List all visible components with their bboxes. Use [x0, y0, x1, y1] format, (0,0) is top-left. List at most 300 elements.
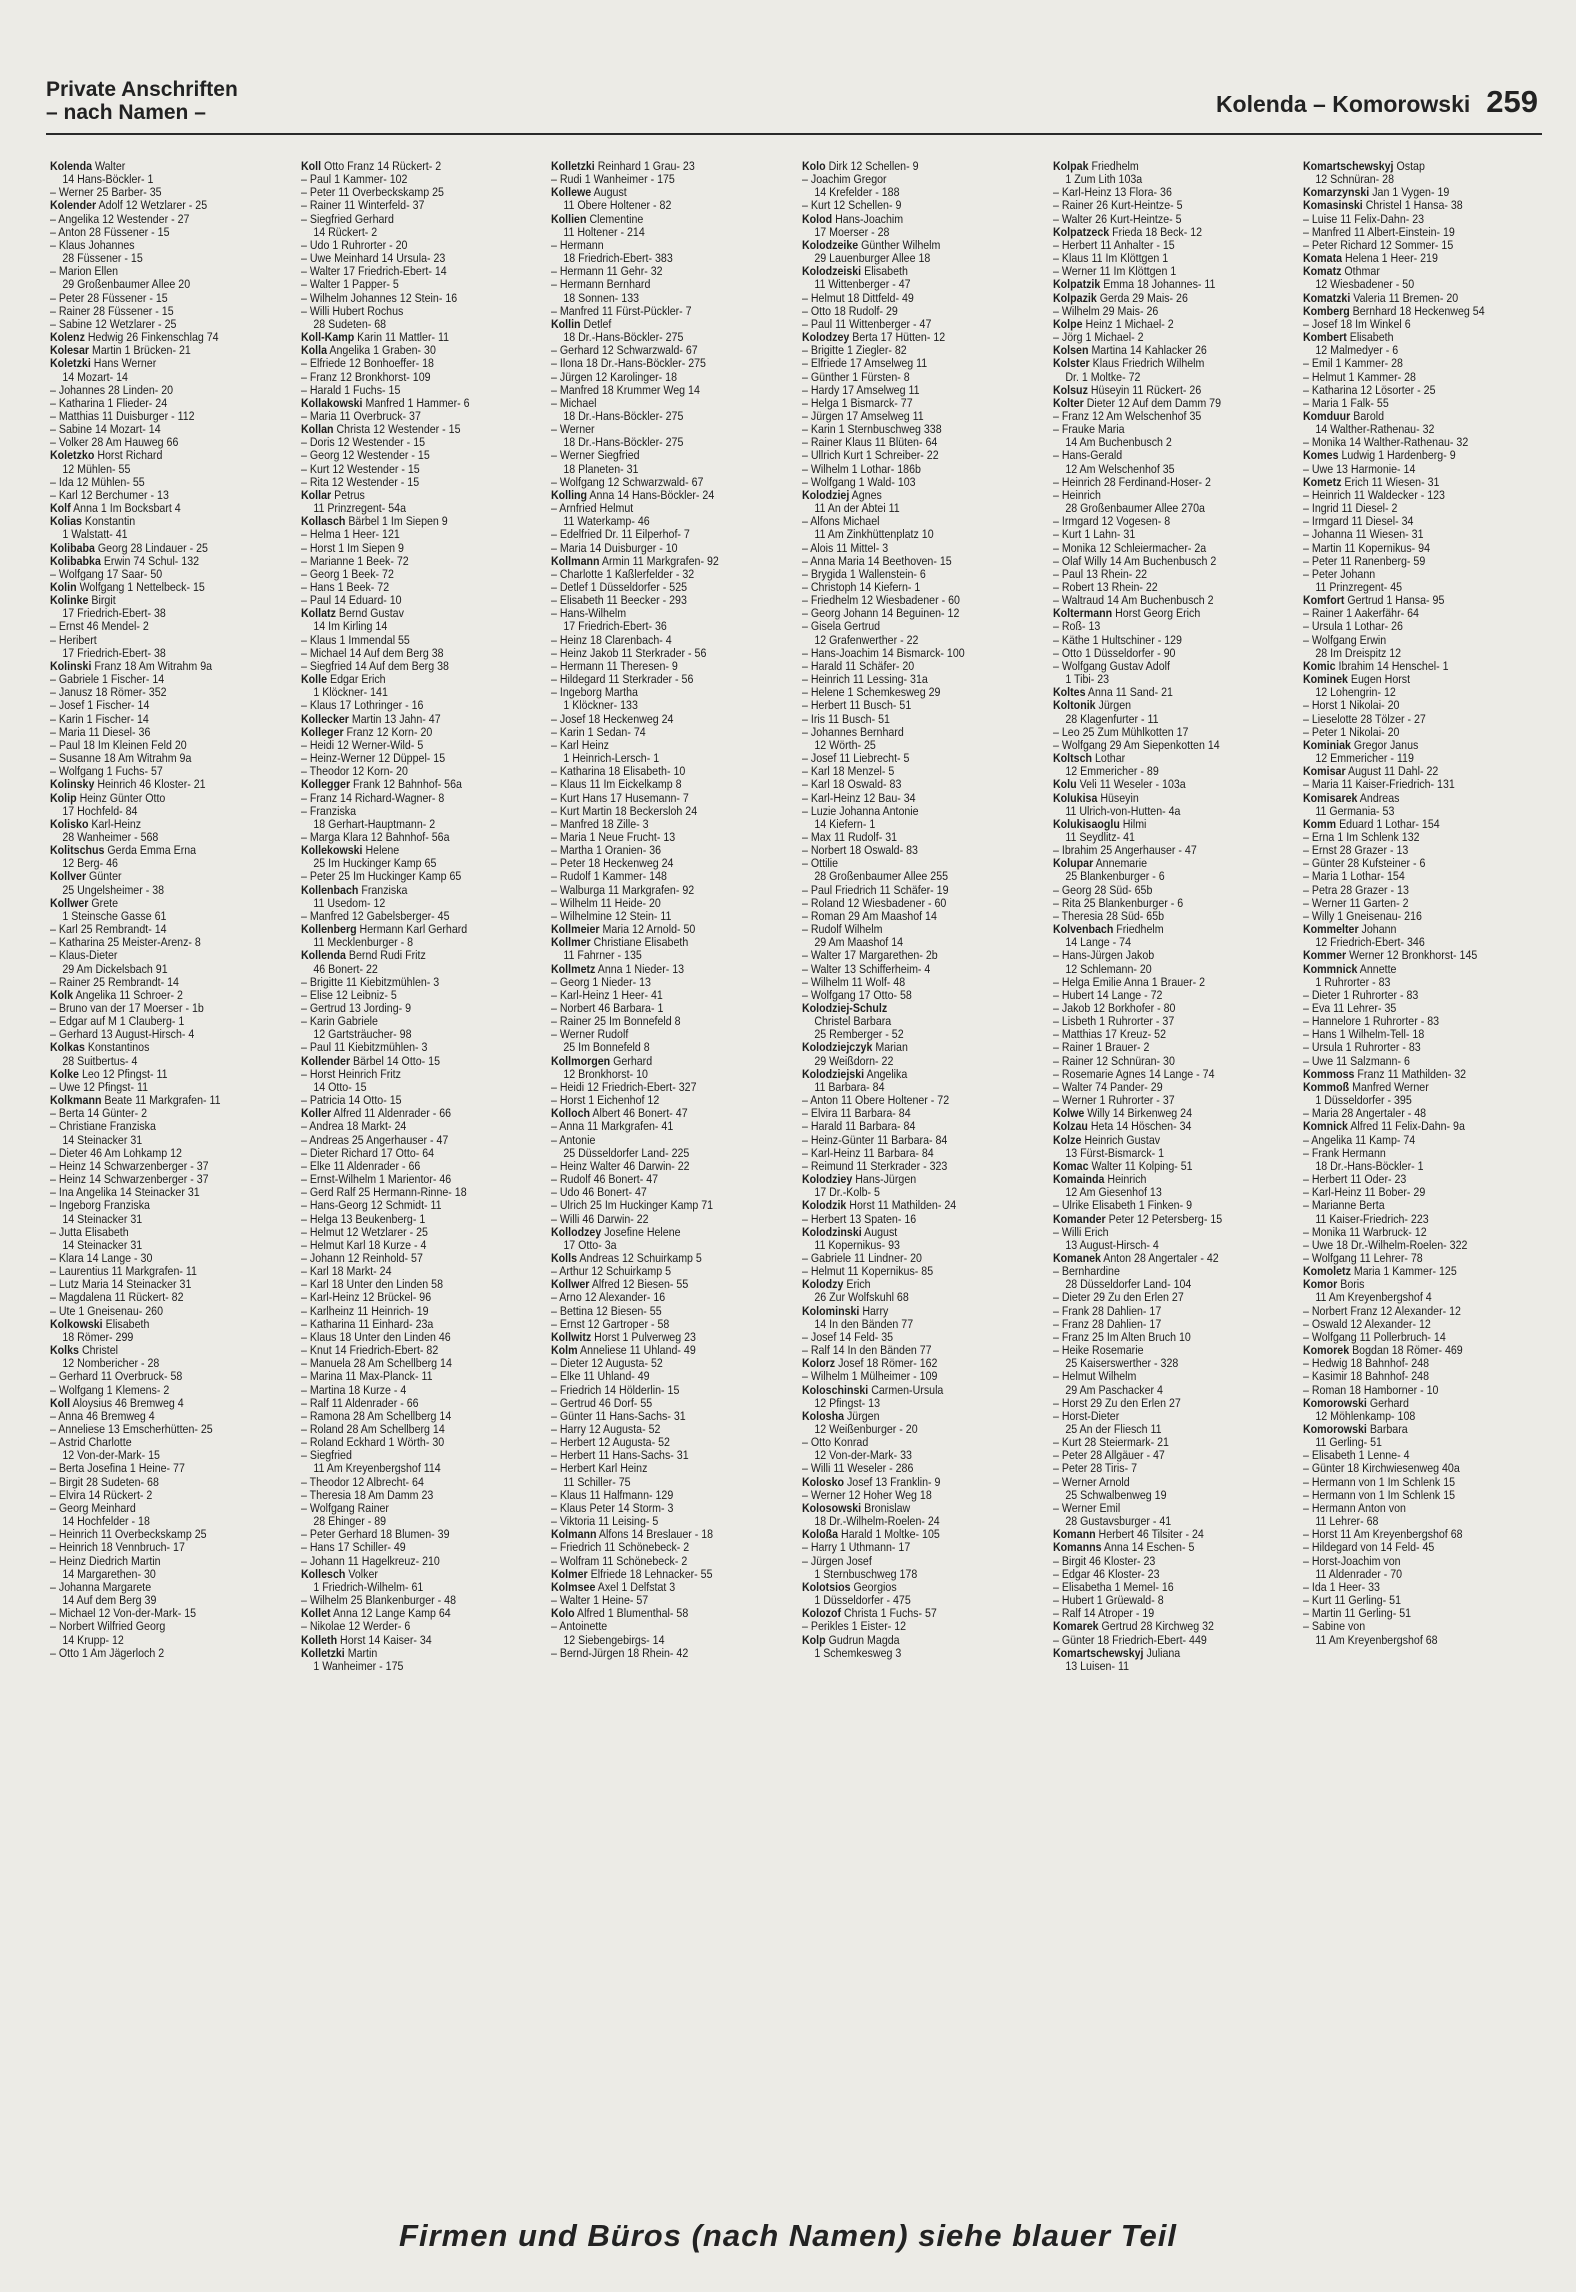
- directory-entry: Komm Eduard 1 Lothar- 154: [1303, 816, 1441, 831]
- directory-entry: – Brigitte 1 Ziegler- 82: [802, 343, 907, 358]
- directory-entry: Kolisko Karl-Heinz: [50, 816, 142, 831]
- name-range: Kolenda – Komorowski: [1215, 91, 1471, 117]
- directory-entry: Komanek Anton 28 Angertaler - 42: [1052, 1250, 1219, 1265]
- directory-entry: – Harry 12 Augusta- 52: [551, 1422, 661, 1436]
- directory-entry: Kominiak Gregor Janus: [1303, 737, 1419, 752]
- directory-entry: Kominek Eugen Horst: [1303, 672, 1411, 687]
- directory-entry: – Ullrich Kurt 1 Schreiber- 22: [802, 448, 939, 463]
- directory-entry: Kolenz Hedwig 26 Finkenschlag 74: [50, 330, 219, 345]
- directory-entry: – Jakob 12 Borkhofer - 80: [1052, 1001, 1176, 1015]
- directory-entry: – Rudolf Wilhelm: [802, 922, 883, 937]
- directory-entry: – Manuela 28 Am Schellberg 14: [300, 1356, 452, 1371]
- directory-entry: Kometz Erich 11 Wiesen- 31: [1303, 474, 1440, 489]
- directory-entry: – Heinz 18 Clarenbach- 4: [551, 632, 673, 647]
- directory-entry: 1 Heinrich-Lersch- 1: [563, 751, 660, 766]
- directory-entry: 11 Germania- 53: [1315, 803, 1395, 818]
- directory-entry: – Karl-Heinz 11 Bober- 29: [1303, 1185, 1426, 1200]
- directory-entry: – Walter 17 Margarethen- 2b: [802, 948, 938, 963]
- directory-entry: – Anna 11 Markgrafen- 41: [551, 1119, 674, 1134]
- directory-entry: – Wolfgang 1 Wald- 103: [802, 474, 916, 489]
- directory-entry: – Werner 1 Ruhrorter - 37: [1052, 1093, 1175, 1108]
- directory-entry: 11 Kaiser-Friedrich- 223: [1315, 1211, 1430, 1226]
- directory-entry: – Kurt 12 Schellen- 9: [802, 198, 902, 213]
- directory-entry: Kolender Adolf 12 Wetzlarer - 25: [50, 198, 208, 213]
- directory-entry: – Ute 1 Gneisenau- 260: [50, 1303, 164, 1318]
- directory-entry: 18 Dr.-Hans-Böckler- 1: [1315, 1158, 1424, 1173]
- directory-entry: Kolotsios Georgios: [802, 1579, 897, 1594]
- directory-entry: Kolodzinski August: [802, 1224, 898, 1239]
- directory-entry: – Ursula 1 Ruhrorter - 83: [1303, 1040, 1422, 1055]
- directory-column-3: [551, 160, 768, 1673]
- directory-entry: 12 Lohengrin- 12: [1315, 685, 1397, 700]
- directory-columns: [50, 160, 1550, 1673]
- directory-entry: – Viktoria 11 Leising- 5: [551, 1514, 659, 1529]
- directory-entry: – Hans-Wilhelm: [551, 606, 627, 621]
- directory-entry: 28 Füssener - 15: [62, 251, 143, 266]
- directory-entry: – Wolfgang 1 Klemens- 2: [50, 1382, 170, 1397]
- directory-entry: – Hermann 11 Gehr- 32: [551, 264, 663, 279]
- directory-entry: 1 Walstatt- 41: [62, 527, 128, 542]
- directory-entry: – Ernst 28 Grazer - 13: [1303, 843, 1409, 858]
- directory-entry: 25 Im Huckinger Kamp 65: [312, 856, 437, 871]
- directory-entry: – Helmut 12 Wetzlarer - 25: [300, 1224, 428, 1239]
- directory-entry: 11 Seydlitz- 41: [1065, 829, 1135, 844]
- directory-entry: Kollekowski Helene: [300, 843, 399, 858]
- directory-entry: Kolosha Jürgen: [802, 1408, 880, 1423]
- directory-entry: – Frank Hermann: [1303, 1145, 1387, 1160]
- directory-entry: Kolodziejczyk Marian: [802, 1040, 908, 1055]
- directory-entry: Kolkas Konstantinos: [50, 1040, 150, 1055]
- directory-entry: 14 In den Bänden 77: [814, 1316, 914, 1331]
- directory-entry: – Roland 12 Wiesbadener - 60: [802, 895, 947, 910]
- directory-entry: – Helga 1 Bismarck- 77: [802, 395, 913, 410]
- directory-entry: Kolle Edgar Erich: [300, 672, 386, 687]
- directory-entry: – Edgar auf M 1 Clauberg- 1: [50, 1014, 185, 1029]
- directory-entry: – Katharina 18 Elisabeth- 10: [551, 764, 686, 779]
- directory-entry: Koltsch Lothar: [1052, 751, 1125, 766]
- directory-entry: – Berta 14 Günter- 2: [50, 1106, 148, 1121]
- directory-entry: – Maria 1 Lothar- 154: [1303, 869, 1406, 884]
- directory-entry: Komartschewskyj Juliana: [1052, 1645, 1180, 1660]
- directory-entry: – Wilhelm 25 Blankenburger - 48: [300, 1593, 456, 1608]
- directory-entry: 1 Klöckner- 133: [563, 698, 639, 713]
- directory-entry: – Norbert 46 Barbara- 1: [551, 1001, 664, 1015]
- directory-entry: – Hermann: [551, 237, 604, 252]
- directory-entry: 11 Am Zinkhüttenplatz 10: [814, 527, 934, 542]
- directory-entry: 17 Otto- 3a: [563, 1237, 617, 1252]
- directory-entry: 25 Ungelsheimer - 38: [62, 882, 165, 897]
- directory-entry: – Kurt 11 Gerling- 51: [1303, 1593, 1402, 1608]
- directory-entry: Kombert Elisabeth: [1303, 330, 1394, 345]
- directory-entry: Kollenda Bernd Rudi Fritz: [300, 948, 426, 963]
- section-heading-line-2: – nach Namen –: [46, 101, 206, 124]
- directory-entry: – Bruno van der 17 Moerser - 1b: [50, 1001, 204, 1015]
- directory-entry: – Udo 1 Ruhrorter - 20: [300, 237, 408, 252]
- directory-entry: – Heinrich: [1052, 487, 1101, 502]
- directory-entry: Kolloch Albert 46 Bonert- 47: [551, 1106, 688, 1121]
- directory-entry: – Wilhelm 29 Mais- 26: [1052, 303, 1158, 318]
- directory-entry: – Maria 14 Duisburger - 10: [551, 540, 678, 555]
- directory-entry: – Michael 14 Auf dem Berg 38: [300, 645, 444, 660]
- directory-entry: – Klaus 11 Halfmann- 129: [551, 1487, 674, 1502]
- directory-entry: Kolo Alfred 1 Blumenthal- 58: [551, 1606, 689, 1621]
- directory-entry: – Werner 12 Hoher Weg 18: [802, 1487, 932, 1502]
- directory-entry: – Siegfried Gerhard: [300, 211, 394, 226]
- directory-entry: – Wilhelmine 12 Stein- 11: [551, 908, 672, 923]
- directory-entry: 11 Waterkamp- 46: [563, 514, 651, 529]
- directory-entry: – Franz 12 Bronkhorst- 109: [300, 369, 431, 384]
- directory-entry: Kolominski Harry: [802, 1303, 889, 1318]
- directory-entry: 11 Prinzregent- 54a: [312, 501, 406, 516]
- directory-entry: – Rainer 25 Im Bonnefeld 8: [551, 1014, 681, 1029]
- directory-entry: Kolmann Alfons 14 Breslauer - 18: [551, 1527, 714, 1542]
- directory-entry: Kollet Anna 12 Lange Kamp 64: [300, 1606, 451, 1621]
- directory-entry: Kolke Leo 12 Pfingst- 11: [50, 1066, 168, 1081]
- directory-entry: – Wolfgang 29 Am Siepenkotten 14: [1052, 737, 1220, 752]
- directory-entry: – Hedwig 18 Bahnhof- 248: [1303, 1356, 1430, 1371]
- directory-entry: – Willi Erich: [1052, 1224, 1109, 1239]
- directory-entry: Kolp Gudrun Magda: [802, 1632, 900, 1647]
- directory-entry: 28 Großenbaumer Allee 255: [814, 869, 949, 884]
- directory-entry: Kolenda Walter: [50, 160, 126, 173]
- directory-entry: Kommoß Manfred Werner: [1303, 1079, 1430, 1094]
- directory-entry: Komisar August 11 Dahl- 22: [1303, 764, 1439, 779]
- directory-entry: 1 Wanheimer - 175: [312, 1658, 404, 1673]
- directory-entry: – Horst 29 Zu den Erlen 27: [1052, 1395, 1181, 1410]
- directory-entry: 28 Düsseldorfer Land- 104: [1065, 1277, 1192, 1292]
- directory-entry: 12 Schlemann- 20: [1065, 961, 1152, 976]
- directory-entry: – Johann 11 Hagelkreuz- 210: [300, 1553, 440, 1568]
- directory-entry: – Rudolf 1 Kammer- 148: [551, 869, 668, 884]
- directory-entry: Komarek Gertrud 28 Kirchweg 32: [1052, 1619, 1214, 1634]
- directory-entry: Komorowski Barbara: [1303, 1422, 1409, 1436]
- directory-entry: – Josef 11 Liebrecht- 5: [802, 751, 910, 766]
- directory-entry: Kollmetz Anna 1 Nieder- 13: [551, 961, 685, 976]
- directory-entry: – Knut 14 Friedrich-Ebert- 82: [300, 1343, 438, 1358]
- directory-entry: – Gerhard 12 Schwarzwald- 67: [551, 343, 699, 358]
- directory-entry: 18 Planeten- 31: [563, 461, 639, 476]
- directory-entry: – Karl 18 Unter den Linden 58: [300, 1277, 443, 1292]
- directory-entry: 12 Möhlenkamp- 108: [1315, 1408, 1416, 1423]
- directory-entry: – Georg 1 Beek- 72: [300, 566, 394, 581]
- directory-entry: – Klaus Johannes: [50, 237, 135, 252]
- directory-entry: – Bernhardine: [1052, 1264, 1120, 1279]
- directory-entry: 1 Ruhrorter - 83: [1315, 974, 1391, 989]
- directory-entry: – Maria 1 Falk- 55: [1303, 395, 1390, 410]
- directory-entry: – Peter 28 Tiris- 7: [1052, 1461, 1137, 1476]
- directory-entry: – Martha 1 Oranien- 36: [551, 843, 662, 858]
- directory-entry: 14 Rückert- 2: [312, 224, 377, 239]
- directory-entry: 11 Fahrner - 135: [563, 948, 643, 963]
- directory-entry: Kollegger Frank 12 Bahnhof- 56a: [300, 777, 462, 792]
- directory-entry: – Elise 12 Leibniz- 5: [300, 987, 397, 1002]
- directory-entry: – Wolfgang 17 Saar- 50: [50, 566, 163, 581]
- directory-entry: 12 Wiesbadener - 50: [1315, 277, 1415, 292]
- directory-entry: 46 Bonert- 22: [312, 961, 378, 976]
- directory-entry: – Ulrike Elisabeth 1 Finken- 9: [1052, 1198, 1192, 1213]
- directory-entry: Kollien Clementine: [551, 211, 644, 226]
- directory-entry: – Uwe 11 Salzmann- 6: [1303, 1053, 1411, 1068]
- directory-entry: – Olaf Willy 14 Am Buchenbusch 2: [1052, 553, 1216, 568]
- directory-entry: – Dieter 12 Augusta- 52: [551, 1356, 664, 1371]
- directory-entry: – Ralf 14 In den Bänden 77: [802, 1343, 932, 1358]
- directory-entry: 12 Wörth- 25: [814, 737, 876, 752]
- section-heading-line-1: Private Anschriften: [46, 78, 238, 101]
- directory-entry: – Heinrich 11 Lessing- 31a: [802, 672, 928, 687]
- directory-entry: Kollenbach Franziska: [300, 882, 408, 897]
- directory-entry: – Heinrich 11 Overbeckskamp 25: [50, 1527, 207, 1542]
- directory-entry: – Roß- 13: [1052, 619, 1101, 634]
- directory-entry: 18 Sonnen- 133: [563, 290, 640, 305]
- directory-entry: Kollmorgen Gerhard: [551, 1053, 653, 1068]
- directory-entry: – Helmut Wilhelm: [1052, 1369, 1137, 1384]
- directory-entry: 17 Friedrich-Ebert- 38: [62, 606, 166, 621]
- directory-entry: Kolsen Martina 14 Kahlacker 26: [1052, 343, 1207, 358]
- directory-entry: – Karl 18 Markt- 24: [300, 1264, 392, 1279]
- directory-entry: Kolodziej Agnes: [802, 487, 882, 502]
- directory-entry: 12 Pfingst- 13: [814, 1395, 881, 1410]
- directory-entry: Kollewe August: [551, 185, 628, 200]
- directory-entry: – Paul 18 Im Kleinen Feld 20: [50, 737, 187, 752]
- directory-entry: – Hans-Joachim 14 Bismarck- 100: [802, 645, 965, 660]
- directory-entry: Kollecker Martin 13 Jahn- 47: [300, 711, 441, 726]
- directory-entry: – Josef 18 Im Winkel 6: [1303, 316, 1412, 331]
- directory-entry: – Wolfram 11 Schönebeck- 2: [551, 1553, 688, 1568]
- directory-entry: Kolodziej-Schulz: [802, 1001, 888, 1015]
- directory-entry: – Joachim Gregor: [802, 172, 887, 187]
- directory-entry: – Klara 14 Lange - 30: [50, 1250, 153, 1265]
- directory-entry: – Alois 11 Mittel- 3: [802, 540, 889, 555]
- directory-entry: 17 Dr.-Kolb- 5: [814, 1185, 881, 1200]
- directory-entry: – Hannelore 1 Ruhrorter - 83: [1303, 1014, 1440, 1029]
- directory-entry: Kolodziejski Angelika: [802, 1066, 908, 1081]
- directory-entry: Kolosko Josef 13 Franklin- 9: [802, 1474, 941, 1489]
- directory-entry: – Uwe 13 Harmonie- 14: [1303, 461, 1416, 476]
- directory-entry: Kolu Veli 11 Weseler - 103a: [1052, 777, 1186, 792]
- directory-entry: Kommelter Johann: [1303, 922, 1397, 937]
- directory-entry: – Martin 11 Gerling- 51: [1303, 1606, 1412, 1621]
- directory-entry: Koll Otto Franz 14 Rückert- 2: [300, 160, 441, 173]
- directory-entry: Komisarek Andreas: [1303, 790, 1400, 805]
- directory-entry: – Hermann Anton von: [1303, 1500, 1407, 1515]
- directory-column-1: [50, 160, 267, 1673]
- directory-entry: – Ralf 14 Atroper - 19: [1052, 1606, 1154, 1621]
- directory-entry: – Hildegard 11 Sterkrader - 56: [551, 672, 694, 687]
- directory-entry: – Karl-Heinz 1 Heer- 41: [551, 987, 664, 1002]
- directory-entry: – Gertrud 13 Jording- 9: [300, 1001, 411, 1015]
- directory-entry: – Brygida 1 Wallenstein- 6: [802, 566, 926, 581]
- directory-entry: – Peter 11 Overbeckskamp 25: [300, 185, 444, 200]
- directory-entry: 28 Großenbaumer Allee 270a: [1065, 501, 1205, 516]
- directory-entry: Kolesar Martin 1 Brücken- 21: [50, 343, 191, 358]
- directory-column-6: [1303, 160, 1520, 1673]
- directory-entry: – Katharina 25 Meister-Arenz- 8: [50, 935, 201, 950]
- directory-entry: – Arno 12 Alexander- 16: [551, 1290, 666, 1305]
- directory-entry: – Rainer 1 Brauer- 2: [1052, 1040, 1150, 1055]
- directory-entry: – Werner 25 Barber- 35: [50, 185, 162, 200]
- directory-entry: 12 Mühlen- 55: [62, 461, 131, 476]
- directory-entry: Kolze Heinrich Gustav: [1052, 1132, 1160, 1147]
- directory-entry: Kommoss Franz 11 Mathilden- 32: [1303, 1066, 1467, 1081]
- directory-entry: – Irmgard 12 Vogesen- 8: [1052, 514, 1170, 529]
- directory-entry: – Wolfgang Erwin: [1303, 632, 1387, 647]
- directory-entry: Kolla Angelika 1 Graben- 30: [300, 343, 436, 358]
- directory-entry: – Horst 1 Nikolai- 20: [1303, 698, 1400, 713]
- directory-entry: 14 Hans-Böckler- 1: [62, 172, 154, 187]
- directory-entry: Kolkowski Elisabeth: [50, 1316, 150, 1331]
- directory-entry: Koloßa Harald 1 Moltke- 105: [802, 1527, 940, 1542]
- directory-entry: Kolleger Franz 12 Korn- 20: [300, 724, 432, 739]
- directory-entry: – Ernst 12 Gartroper - 58: [551, 1316, 670, 1331]
- directory-entry: 13 Fürst-Bismarck- 1: [1065, 1145, 1164, 1160]
- directory-entry: Kolibaba Georg 28 Lindauer - 25: [50, 540, 208, 555]
- directory-entry: – Emil 1 Kammer- 28: [1303, 356, 1404, 371]
- directory-entry: Kolinsky Heinrich 46 Kloster- 21: [50, 777, 206, 792]
- directory-entry: 11 Mecklenburger - 8: [312, 935, 413, 950]
- directory-entry: – Josef 18 Heckenweg 24: [551, 711, 674, 726]
- directory-entry: – Günter 28 Kufsteiner - 6: [1303, 856, 1426, 871]
- directory-entry: – Hans-Gerald: [1052, 448, 1122, 463]
- directory-entry: – Franz 25 Im Alten Bruch 10: [1052, 1329, 1191, 1344]
- directory-entry: – Ursula 1 Lothar- 26: [1303, 619, 1404, 634]
- directory-entry: – Horst-Joachim von: [1303, 1553, 1401, 1568]
- directory-entry: – Georg Johann 14 Beguinen- 12: [802, 606, 960, 621]
- directory-entry: – Birgit 46 Kloster- 23: [1052, 1553, 1156, 1568]
- directory-entry: – Gerhard 11 Overbruck- 58: [50, 1369, 183, 1384]
- directory-entry: 12 Am Welschenhof 35: [1065, 461, 1175, 476]
- directory-entry: – Manfred 18 Krummer Weg 14: [551, 382, 701, 397]
- directory-entry: – Johannes Bernhard: [802, 724, 904, 739]
- directory-entry: Kolibabka Erwin 74 Schul- 132: [50, 553, 200, 568]
- directory-entry: – Manfred 18 Zille- 3: [551, 816, 649, 831]
- directory-entry: – Marga Klara 12 Bahnhof- 56a: [300, 829, 450, 844]
- directory-entry: – Günter 11 Hans-Sachs- 31: [551, 1408, 687, 1423]
- directory-entry: Kollatz Bernd Gustav: [300, 606, 404, 621]
- directory-entry: – Harald 11 Barbara- 84: [802, 1119, 916, 1134]
- directory-entry: – Waltraud 14 Am Buchenbusch 2: [1052, 593, 1214, 608]
- directory-entry: Kolzau Heta 14 Höschen- 34: [1052, 1119, 1192, 1134]
- directory-entry: Kolk Angelika 11 Schroer- 2: [50, 987, 183, 1002]
- directory-entry: – Theodor 12 Albrecht- 64: [300, 1474, 424, 1489]
- directory-entry: – Karin 1 Sedan- 74: [551, 724, 647, 739]
- directory-entry: – Dieter Richard 17 Otto- 64: [300, 1145, 434, 1160]
- directory-entry: – Wilhelm 11 Heide- 20: [551, 895, 662, 910]
- directory-entry: – Willi Hubert Rochus: [300, 303, 403, 318]
- directory-entry: Kolin Wolfgang 1 Nettelbeck- 15: [50, 580, 205, 594]
- directory-entry: – Elfriede 17 Amselweg 11: [802, 356, 928, 371]
- directory-entry: Kolpe Heinz 1 Michael- 2: [1052, 316, 1174, 331]
- directory-entry: – Paul Friedrich 11 Schäfer- 19: [802, 882, 949, 897]
- directory-entry: – Karl-Heinz 12 Brückel- 96: [300, 1290, 431, 1305]
- directory-entry: – Hans-Jürgen Jakob: [1052, 948, 1154, 963]
- directory-entry: Komasinski Christel 1 Hansa- 38: [1303, 198, 1464, 213]
- directory-entry: 1 Düsseldorfer - 395: [1315, 1093, 1413, 1108]
- directory-entry: – Peter 28 Füssener - 15: [50, 290, 168, 305]
- directory-entry: – Arnfried Helmut: [551, 501, 634, 516]
- directory-entry: – Norbert Franz 12 Alexander- 12: [1303, 1303, 1462, 1318]
- directory-entry: – Brigitte 11 Kiebitzmühlen- 3: [300, 974, 439, 989]
- directory-entry: Kolias Konstantin: [50, 514, 136, 529]
- directory-entry: – Werner Emil: [1052, 1500, 1120, 1515]
- directory-entry: – Wilhelm 1 Mülheimer - 109: [802, 1369, 938, 1384]
- directory-entry: – Martina 18 Kurze - 4: [300, 1382, 406, 1397]
- directory-entry: – Karin 1 Fischer- 14: [50, 711, 149, 726]
- directory-entry: Kolodziey Hans-Jürgen: [802, 1172, 917, 1187]
- directory-entry: 28 Suitbertus- 4: [62, 1053, 138, 1068]
- directory-entry: – Günther 1 Fürsten- 8: [802, 369, 910, 384]
- directory-entry: – Sabine 12 Wetzlarer - 25: [50, 316, 177, 331]
- directory-entry: – Robert 13 Rhein- 22: [1052, 580, 1158, 594]
- directory-entry: Kolodzeiski Elisabeth: [802, 264, 908, 279]
- directory-entry: – Ottilie: [802, 856, 839, 871]
- directory-entry: Kolodzey Berta 17 Hütten- 12: [802, 330, 946, 345]
- directory-entry: – Horst-Dieter: [1052, 1408, 1119, 1423]
- directory-entry: Kollan Christa 12 Westender - 15: [300, 422, 461, 437]
- directory-entry: – Horst 11 Am Kreyenbergshof 68: [1303, 1527, 1463, 1542]
- directory-entry: – Heinz Jakob 11 Sterkrader - 56: [551, 645, 707, 660]
- directory-entry: 12 Bronkhorst- 10: [563, 1066, 649, 1081]
- directory-entry: – Peter 25 Im Huckinger Kamp 65: [300, 869, 461, 884]
- directory-entry: – Rosemarie Agnes 14 Lange - 74: [1052, 1066, 1215, 1081]
- directory-entry: 14 Kiefern- 1: [814, 816, 876, 831]
- directory-entry: – Helmut 1 Kammer- 28: [1303, 369, 1417, 384]
- directory-entry: – Franz 28 Dahlien- 17: [1052, 1316, 1161, 1331]
- directory-entry: Kolosowski Bronislaw: [802, 1500, 911, 1515]
- directory-entry: – Jutta Elisabeth: [50, 1224, 129, 1239]
- directory-entry: 1 Zum Lith 103a: [1065, 172, 1142, 187]
- directory-entry: 14 Otto- 15: [312, 1079, 367, 1094]
- directory-entry: – Antoinette: [551, 1619, 608, 1634]
- directory-entry: – Volker 28 Am Hauweg 66: [50, 435, 179, 450]
- directory-entry: – Hildegard von 14 Feld- 45: [1303, 1540, 1435, 1555]
- directory-entry: 13 August-Hirsch- 4: [1065, 1237, 1159, 1252]
- directory-entry: 28 Im Dreispitz 12: [1315, 645, 1402, 660]
- directory-entry: Kolodzeike Günther Wilhelm: [802, 237, 941, 252]
- directory-entry: – Klaus 11 Im Eickelkamp 8: [551, 777, 682, 792]
- directory-entry: 17 Moerser - 28: [814, 224, 890, 239]
- directory-entry: – Wilhelm 11 Wolf- 48: [802, 974, 906, 989]
- directory-entry: – Ida 12 Mühlen- 55: [50, 474, 145, 489]
- directory-entry: – Theodor 12 Korn- 20: [300, 764, 408, 779]
- directory-entry: – Max 11 Rudolf- 31: [802, 829, 898, 844]
- directory-entry: – Paul 14 Eduard- 10: [300, 593, 402, 608]
- directory-entry: – Georg Meinhard: [50, 1500, 136, 1515]
- directory-entry: – Georg 1 Nieder- 13: [551, 974, 652, 989]
- directory-entry: – Rainer 1 Aakerfähr- 64: [1303, 606, 1420, 621]
- directory-entry: – Roman 18 Hamborner - 10: [1303, 1382, 1439, 1397]
- directory-entry: – Elisabeth 11 Beecker - 293: [551, 593, 688, 608]
- directory-entry: – Paul 1 Kammer- 102: [300, 172, 408, 187]
- directory-entry: 14 Margarethen- 30: [62, 1566, 156, 1581]
- directory-entry: – Otto 1 Düsseldorfer - 90: [1052, 645, 1176, 660]
- directory-entry: – Dieter 29 Zu den Erlen 27: [1052, 1290, 1184, 1305]
- directory-entry: Kollasch Bärbel 1 Im Siepen 9: [300, 514, 448, 529]
- directory-entry: 17 Friedrich-Ebert- 36: [563, 619, 668, 634]
- directory-entry: – Kurt 12 Westender - 15: [300, 461, 420, 476]
- directory-entry: – Theresia 18 Am Damm 23: [300, 1487, 433, 1502]
- directory-entry: 18 Dr.-Hans-Böckler- 275: [563, 408, 684, 423]
- directory-entry: – Franz 12 Am Welschenhof 35: [1052, 408, 1201, 423]
- directory-entry: – Elvira 14 Rückert- 2: [50, 1487, 153, 1502]
- directory-entry: – Lisbeth 1 Ruhrorter - 37: [1052, 1014, 1174, 1029]
- directory-entry: – Walburga 11 Markgrafen- 92: [551, 882, 695, 897]
- directory-entry: – Irmgard 11 Diesel- 34: [1303, 514, 1414, 529]
- directory-entry: – Uwe 18 Dr.-Wilhelm-Roelen- 322: [1303, 1237, 1468, 1252]
- directory-entry: – Frauke Maria: [1052, 422, 1125, 437]
- directory-entry: – Karl-Heinz 12 Bau- 34: [802, 790, 916, 805]
- directory-entry: Kolvenbach Friedhelm: [1052, 922, 1164, 937]
- directory-entry: 14 Steinacker 31: [62, 1211, 143, 1226]
